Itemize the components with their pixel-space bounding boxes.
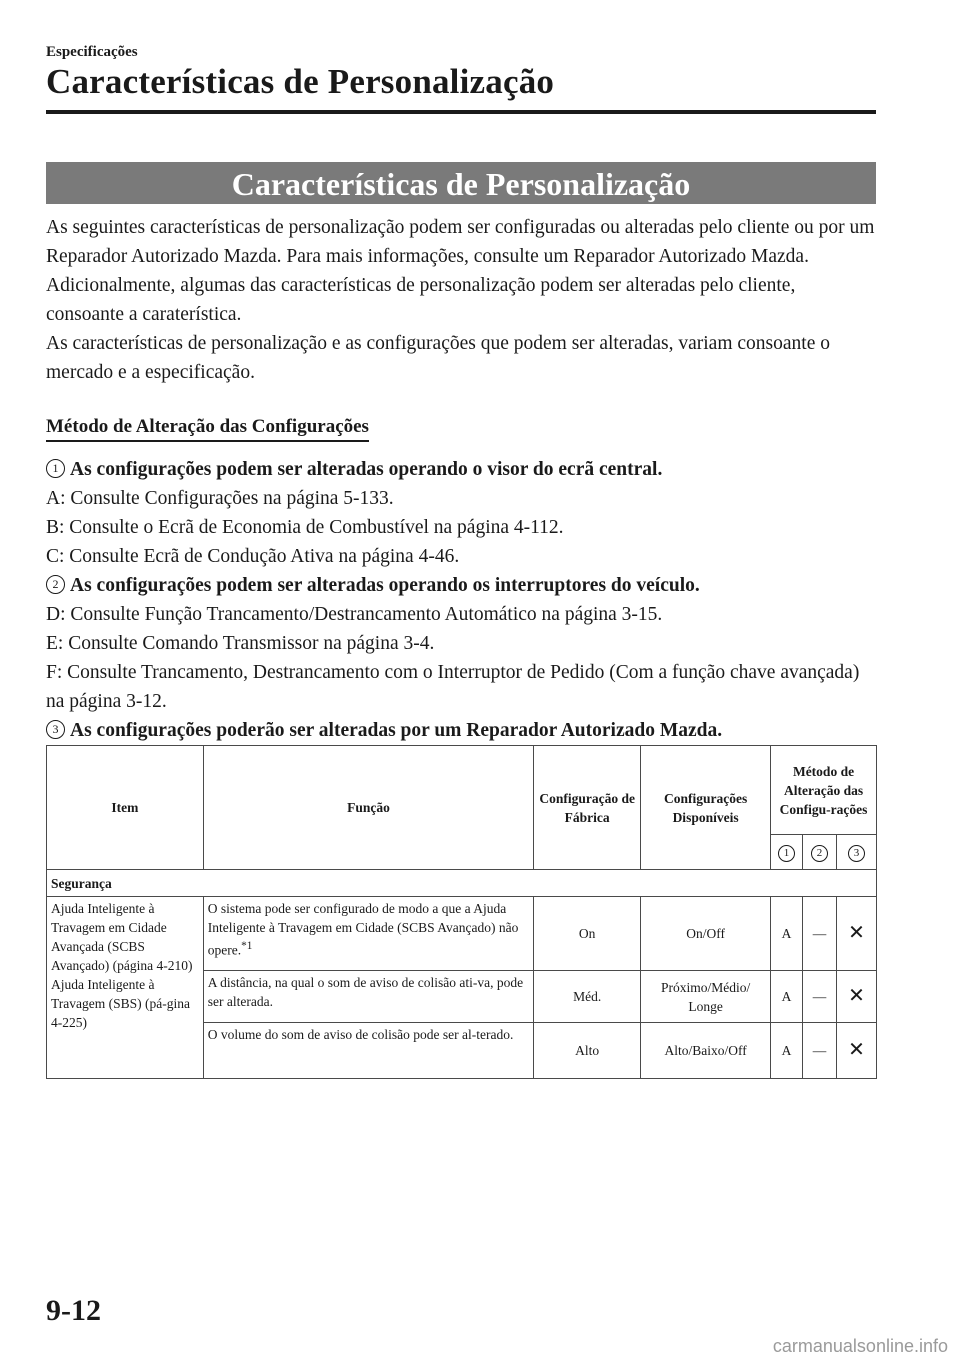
header-method-1 (771, 835, 803, 870)
method-3-heading (46, 716, 876, 745)
function-cell: A distância, na qual o som de aviso de colisão ati-va, pode ser alterada. (203, 971, 533, 1023)
method-1-text: As configurações podem ser alteradas operando o visor do ecrã central. (70, 459, 663, 480)
page-number: 9-12 (46, 1294, 101, 1327)
header-factory-setting: Configuração de Fábrica (534, 746, 641, 870)
function-cell (203, 897, 533, 971)
header-divider (46, 110, 876, 114)
method-line-e: E: Consulte Comando Transmissor na página 3-4. (46, 633, 435, 654)
method-line-c: C: Consulte Ecrã de Condução Ativa na página 4-46. (46, 546, 460, 567)
method-heading: Método de Alteração das Configurações (46, 416, 369, 442)
customization-table (46, 745, 877, 1079)
circled-number-3-icon: 3 (848, 845, 865, 862)
circled-number-2-icon: 2 (811, 845, 828, 862)
factory-cell: Alto (534, 1023, 641, 1079)
header-available-settings: Configurações Disponíveis (641, 746, 771, 870)
header-method-3 (837, 835, 877, 870)
intro-paragraph: As seguintes características de personalização podem ser configuradas ou alteradas pelo cliente ou por um Reparador Autorizado Mazda. Para mais informações, consulte um Reparador Autorizado Mazda. (46, 217, 875, 267)
function-cell: O volume do som de aviso de colisão pode ser al-terado. (203, 1023, 533, 1079)
circled-number-3-icon: 3 (46, 720, 65, 739)
methods-list (46, 455, 876, 745)
available-cell: Próximo/Médio/ Longe (641, 971, 771, 1023)
method-line-a: A: Consulte Configurações na página 5-133. (46, 488, 394, 509)
cross-mark-icon: ✕ (837, 971, 877, 1023)
intro-paragraph: Adicionalmente, algumas das características de personalização podem ser alteradas pelo cliente, consoante a caraterística. (46, 275, 796, 325)
method-line-d: D: Consulte Função Trancamento/Destrancamento Automático na página 3-15. (46, 604, 663, 625)
intro-text (46, 213, 876, 387)
item-cell: Ajuda Inteligente à Travagem em Cidade Avançada (SCBS Avançado) (página 4-210) Ajuda Inteligente à Travagem (SBS) (pá-gina 4-225) (47, 897, 204, 1079)
circled-number-1-icon: 1 (778, 845, 795, 862)
cross-mark-icon: ✕ (837, 1023, 877, 1079)
header-change-method: Método de Alteração das Configu-rações (771, 746, 877, 835)
method-3-text: As configurações poderão ser alteradas por um Reparador Autorizado Mazda. (70, 720, 723, 741)
method-1-cell: A (771, 897, 803, 971)
available-cell: On/Off (641, 897, 771, 971)
method-2-cell: — (803, 897, 837, 971)
factory-cell: On (534, 897, 641, 971)
method-1-cell: A (771, 971, 803, 1023)
method-1-heading (46, 455, 876, 484)
section-banner: Características de Personalização (46, 162, 876, 204)
circled-number-1-icon: 1 (46, 459, 65, 478)
method-2-cell: — (803, 971, 837, 1023)
header-item: Item (47, 746, 204, 870)
circled-number-2-icon: 2 (46, 575, 65, 594)
available-cell: Alto/Baixo/Off (641, 1023, 771, 1079)
footnote-marker: *1 (241, 940, 253, 952)
factory-cell: Méd. (534, 971, 641, 1023)
method-1-cell: A (771, 1023, 803, 1079)
method-2-cell: — (803, 1023, 837, 1079)
method-2-heading (46, 571, 876, 600)
header-function: Função (203, 746, 533, 870)
method-2-text: As configurações podem ser alteradas operando os interruptores do veículo. (70, 575, 700, 596)
method-line-b: B: Consulte o Ecrã de Economia de Combustível na página 4-112. (46, 517, 564, 538)
intro-paragraph: As características de personalização e as configurações que podem ser alteradas, variam consoante o mercado e a especificação. (46, 333, 830, 383)
cross-mark-icon: ✕ (837, 897, 877, 971)
section-label: Especificações (46, 44, 138, 60)
header-method-2 (803, 835, 837, 870)
watermark: carmanualsonline.info (772, 1336, 948, 1356)
page-title: Características de Personalização (46, 62, 555, 101)
method-line-f: F: Consulte Trancamento, Destrancamento com o Interruptor de Pedido (Com a função chave avançada) na página 3-12. (46, 662, 860, 712)
function-text: O sistema pode ser configurado de modo a que a Ajuda Inteligente à Travagem em Cidade (SCBS Avançado) não opere. (207, 901, 519, 958)
section-row-security: Segurança (47, 870, 877, 897)
